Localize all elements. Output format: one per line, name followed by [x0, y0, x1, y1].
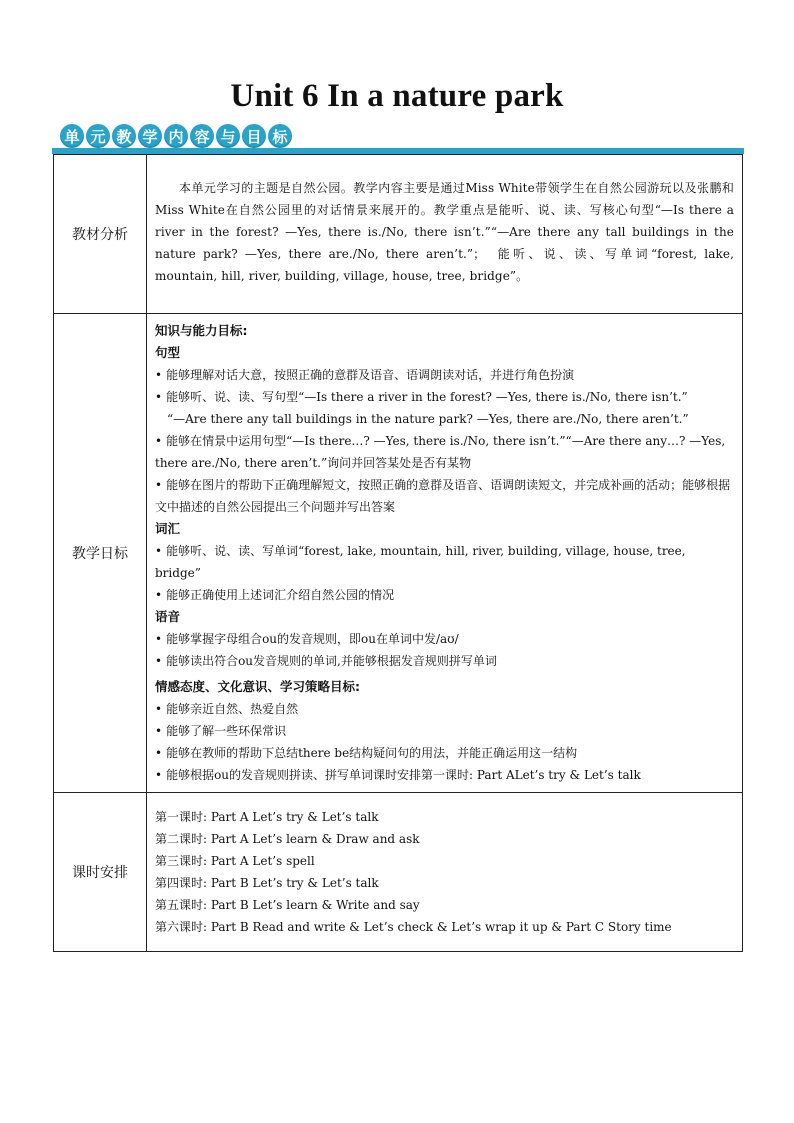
phonics-item: • 能够掌握字母组合ou的发音规则，即ou在单词中发/aʊ/: [155, 628, 734, 650]
phonics-item: • 能够读出符合ou发音规则的单词,并能够根据发音规则拼写单词: [155, 650, 734, 672]
schedule-item: 第五课时: Part B Let’s learn & Write and say: [155, 898, 420, 912]
sentence-item: • 能够听、说、读、写句型“—Is there a river in the forest? —Yes, there is./No, there isn’t.”: [155, 386, 734, 408]
analysis-cell: [147, 155, 743, 314]
goals-cell: [147, 314, 743, 793]
banner-char: 与: [216, 124, 240, 148]
banner-char: 目: [242, 124, 266, 148]
row-header-goals: 教学日标: [54, 314, 147, 793]
lesson-plan-table: [53, 154, 743, 952]
banner-char: 教: [112, 124, 136, 148]
row-header-schedule: 课时安排: [54, 793, 147, 952]
sentence-item: “—Are there any tall buildings in the nature park? —Yes, there are./No, there aren’t.”: [167, 412, 689, 426]
schedule-cell: [147, 793, 743, 952]
sentence-item: • 能够在图片的帮助下正确理解短文，按照正确的意群及语音、语调朗读短文，并完成补画的活动；能够根据文中描述的自然公园提出三个问题并写出答案: [155, 474, 734, 518]
sentence-item: • 能够理解对话大意，按照正确的意群及语音、语调朗读对话，并进行角色扮演: [155, 364, 734, 386]
document-title: Unit 6 In a nature park: [230, 78, 564, 114]
knowledge-title: 知识与能力目标:: [155, 323, 248, 338]
banner-char: 容: [190, 124, 214, 148]
banner-char: 单: [60, 124, 84, 148]
attitude-item: • 能够了解一些环保常识: [155, 720, 734, 742]
sentence-item: • 能够在情景中运用句型“—Is there…? —Yes, there is./No, there isn’t.”“—Are there any…? —Yes, there are./No, there aren’t.”询问并回答某处是否有某物: [155, 430, 734, 474]
attitude-item: • 能够根据ou的发音规则拼读、拼写单词课时安排第一课时: Part ALet’s try & Let’s talk: [155, 764, 734, 786]
banner-char: 内: [164, 124, 188, 148]
sentence-title: 句型: [155, 345, 181, 360]
schedule-item: 第二课时: Part A Let’s learn & Draw and ask: [155, 832, 420, 846]
analysis-text: 本单元学习的主题是自然公园。教学内容主要是通过Miss White带领学生在自然公园游玩以及张鹏和Miss White在自然公园里的对话情景来展开的。教学重点是能听、说、读、写核心句型“—Is there a river in the forest? —Yes, there is./No, there isn’t.”“—Are there any tall buildings in the nature park? —Yes, there are./No, there aren’t.”； 能听、说、读、写单词“forest, lake, mountain, hill, river, building, village, house, tree, bridge”。: [155, 181, 734, 283]
row-goals: [54, 314, 743, 793]
section-banner: [60, 124, 292, 150]
schedule-item: 第四课时: Part B Let’s try & Let’s talk: [155, 876, 379, 890]
schedule-item: 第三课时: Part A Let’s spell: [155, 854, 315, 868]
schedule-item: 第一课时: Part A Let’s try & Let’s talk: [155, 810, 379, 824]
row-header-analysis: 教材分析: [54, 155, 147, 314]
row-analysis: [54, 155, 743, 314]
banner-char: 标: [268, 124, 292, 148]
vocab-item: • 能够正确使用上述词汇介绍自然公园的情况: [155, 584, 734, 606]
vocab-title: 词汇: [155, 521, 181, 536]
phonics-title: 语音: [155, 609, 181, 624]
attitude-item: • 能够在教师的帮助下总结there be结构疑问句的用法，并能正确运用这一结构: [155, 742, 734, 764]
banner-char: 学: [138, 124, 162, 148]
attitude-item: • 能够亲近自然、热爱自然: [155, 698, 734, 720]
row-schedule: [54, 793, 743, 952]
attitude-title: 情感态度、文化意识、学习策略目标:: [155, 679, 360, 694]
vocab-item: • 能够听、说、读、写单词“forest, lake, mountain, hill, river, building, village, house, tree, bridge”: [155, 540, 734, 584]
schedule-item: 第六课时: Part B Read and write & Let’s check & Let’s wrap it up & Part C Story time: [155, 920, 672, 934]
banner-char: 元: [86, 124, 110, 148]
